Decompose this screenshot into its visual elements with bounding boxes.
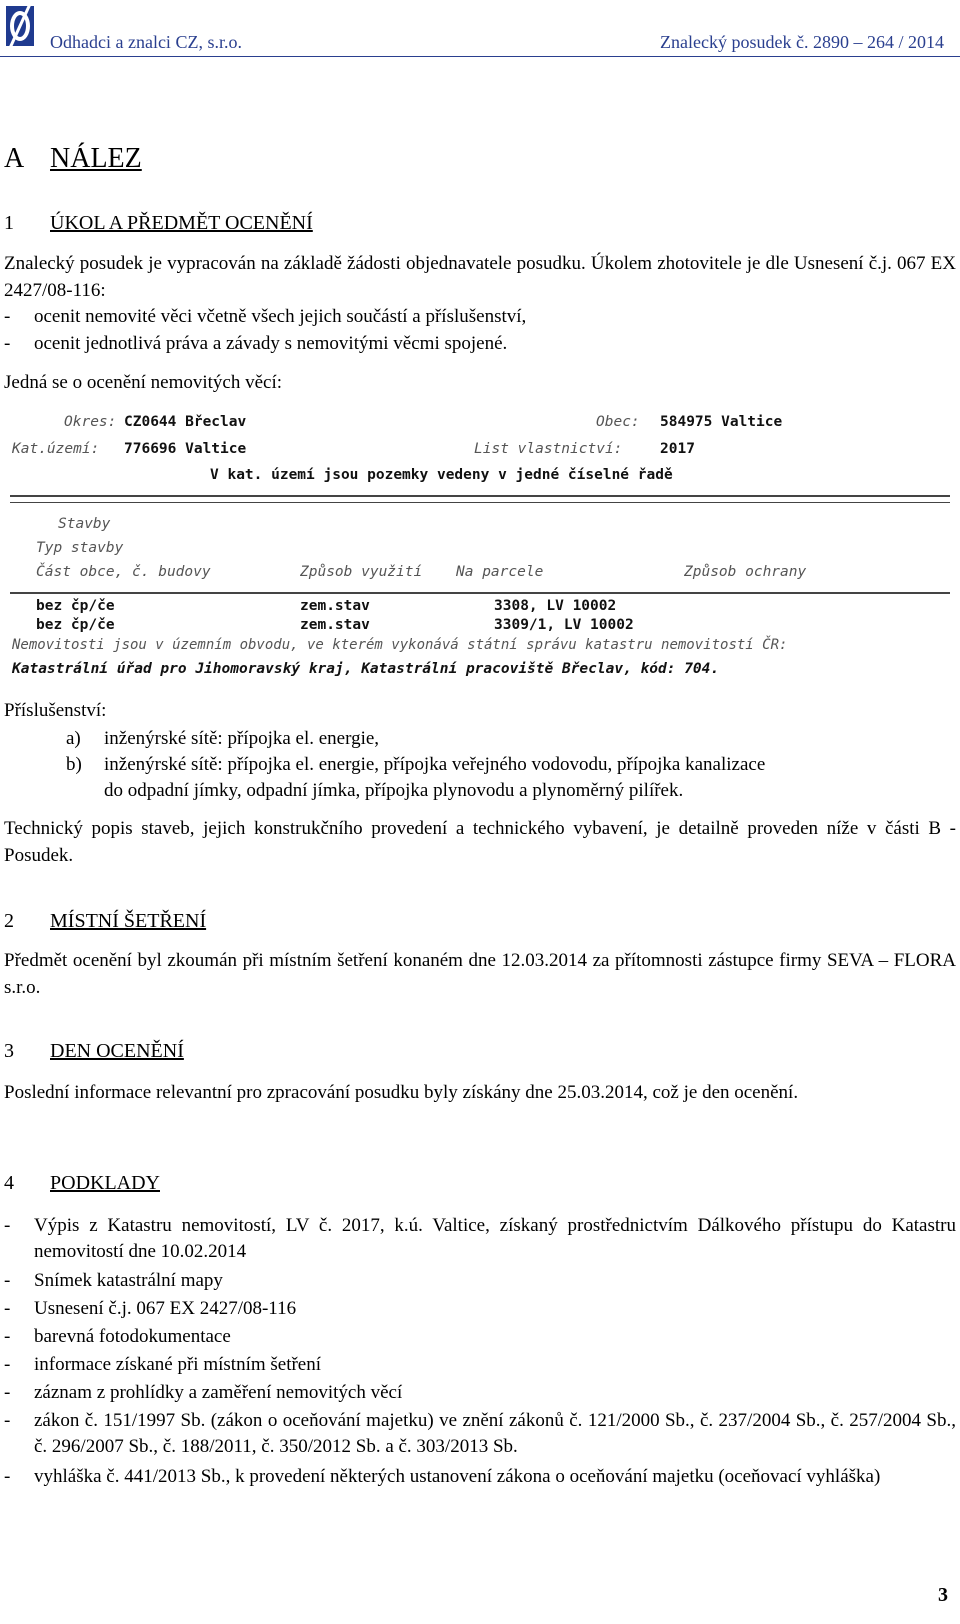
section-3-heading <box>4 1040 184 1063</box>
company-logo-icon <box>4 2 38 50</box>
section-a-heading <box>4 143 142 175</box>
section-1-lead: Jedná se o ocenění nemovitých věcí: <box>4 372 283 393</box>
section-1-intro: Znalecký posudek je vypracován na základě žádosti objednavatele posudku. Úkolem zhotovitele je dle Usnesení č.j. 067 EX 2427/08-116: <box>4 253 956 301</box>
page-header <box>0 0 960 56</box>
source-item: - záznam z prohlídky a zaměření nemovitých věcí <box>4 1382 403 1403</box>
prislusenstvi-item: a) inženýrské sítě: přípojka el. energie, <box>66 728 380 749</box>
col-na-parcele: Na parcele <box>456 564 544 580</box>
source-item: - zákon č. 151/1997 Sb. (zákon o oceňování majetku) ve znění zákonů č. 121/2000 Sb., č. 237/2004 Sb., č. 257/2004 Sb., č. 296/2007 Sb., č. 188/2011, č. 350/2012 Sb. a č. 303/2013 Sb. <box>4 1410 956 1457</box>
section-4-title: PODKLADY <box>50 1172 160 1194</box>
cadastre-rule <box>10 592 950 594</box>
prislusenstvi-label: Příslušenství: <box>4 700 107 721</box>
row-1-vyuziti: zem.stav <box>300 598 370 614</box>
cadastre-footer-1: Nemovitosti jsou v územním obvodu, ve kterém vykonává státní správu katastru nemovitostí ČR: <box>12 637 788 653</box>
okres-value: CZ0644 Břeclav <box>124 414 247 430</box>
source-item: - vyhláška č. 441/2013 Sb., k provedení některých ustanovení zákona o oceňování majetku (oceňovací vyhláška) <box>4 1466 881 1487</box>
section-1-heading <box>4 212 313 235</box>
section-a-letter: A <box>4 143 25 174</box>
section-a-title: NÁLEZ <box>50 143 142 174</box>
section-2-number: 2 <box>4 910 14 932</box>
row-1-parcela: 3308, LV 10002 <box>494 598 617 614</box>
section-1-number: 1 <box>4 212 14 234</box>
section-3-title: DEN OCENĚNÍ <box>50 1040 184 1062</box>
source-item: - Usnesení č.j. 067 EX 2427/08-116 <box>4 1298 297 1319</box>
obec-label: Obec: <box>596 414 640 430</box>
header-rule <box>0 56 960 57</box>
cadastre-rule <box>10 495 950 497</box>
task-item: - ocenit jednotlivá práva a závady s nemovitými věcmi spojené. <box>4 333 508 354</box>
page-number: 3 <box>938 1584 948 1606</box>
section-2-text: Předmět ocenění byl zkoumán při místním šetření konaném dne 12.03.2014 za přítomnosti zástupce firmy SEVA – FLORA s.r.o. <box>4 950 956 998</box>
tech-popis: Technický popis staveb, jejich konstrukčního provedení a technického vybavení, je detailně proveden níže v části B - Posudek. <box>4 818 956 866</box>
source-item: - informace získané při místním šetření <box>4 1354 322 1375</box>
section-1-title: ÚKOL A PŘEDMĚT OCENĚNÍ <box>50 212 313 234</box>
section-4-number: 4 <box>4 1172 14 1194</box>
col-stavby: Stavby <box>58 516 111 532</box>
source-item: - barevná fotodokumentace <box>4 1326 231 1347</box>
col-zpusob-vyuziti: Způsob využití <box>300 564 423 580</box>
row-2-vyuziti: zem.stav <box>300 617 370 633</box>
company-name: Odhadci a znalci CZ, s.r.o. <box>50 32 242 52</box>
obec-value: 584975 Valtice <box>660 414 783 430</box>
section-2-heading <box>4 910 206 933</box>
section-3-number: 3 <box>4 1040 14 1062</box>
document-reference: Znalecký posudek č. 2890 – 264 / 2014 <box>660 32 944 52</box>
lv-label: List vlastnictví: <box>474 441 623 457</box>
section-3-text: Poslední informace relevantní pro zpracování posudku byly získány dne 25.03.2014, což je den ocenění. <box>4 1082 799 1103</box>
katuzemi-value: 776696 Valtice <box>124 441 247 457</box>
prislusenstvi-item: b) inženýrské sítě: přípojka el. energie, přípojka veřejného vodovodu, přípojka kanalizace do odpadní jímky, odpadní jímka, přípojka plynovodu a plynoměrný pilířek. <box>66 754 766 801</box>
cadastre-rule <box>10 502 950 503</box>
section-2-title: MÍSTNÍ ŠETŘENÍ <box>50 910 207 932</box>
lv-value: 2017 <box>660 441 695 457</box>
task-item: - ocenit nemovité věci včetně všech jejich součástí a příslušenství, <box>4 306 527 327</box>
cadastre-note: V kat. území jsou pozemky vedeny v jedné číselné řadě <box>210 467 673 483</box>
okres-label: Okres: <box>64 414 117 430</box>
row-2-parcela: 3309/1, LV 10002 <box>494 617 634 633</box>
row-2-cp: bez čp/če <box>36 617 115 633</box>
col-cast-obce: Část obce, č. budovy <box>36 564 211 580</box>
source-item: - Výpis z Katastru nemovitostí, LV č. 2017, k.ú. Valtice, získaný prostřednictvím Dálkového přístupu do Katastru nemovitostí dne 10.02.2014 <box>4 1215 956 1262</box>
row-1-cp: bez čp/če <box>36 598 115 614</box>
source-item: - Snímek katastrální mapy <box>4 1270 223 1291</box>
col-typ-stavby: Typ stavby <box>36 540 124 556</box>
cadastre-footer-2: Katastrální úřad pro Jihomoravský kraj, Katastrální pracoviště Břeclav, kód: 704. <box>12 661 720 677</box>
col-zpusob-ochrany: Způsob ochrany <box>684 564 807 580</box>
katuzemi-label: Kat.území: <box>12 441 100 457</box>
section-4-heading <box>4 1172 160 1195</box>
